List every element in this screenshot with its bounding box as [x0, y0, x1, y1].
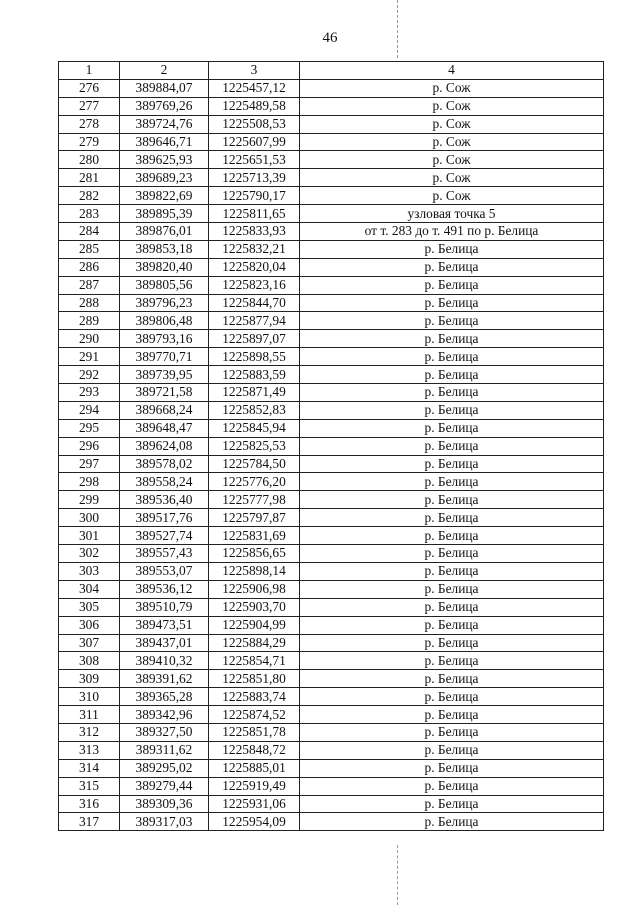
table-row: [59, 258, 604, 276]
cell-x-coordinate: 389517,76: [120, 509, 209, 527]
cell-point-number: 317: [59, 813, 120, 831]
coordinates-table: [58, 61, 604, 831]
table-body: [59, 79, 604, 830]
table-row: [59, 527, 604, 545]
cell-y-coordinate: 1225877,94: [209, 312, 300, 330]
cell-y-coordinate: 1225931,06: [209, 795, 300, 813]
cell-x-coordinate: 389876,01: [120, 223, 209, 241]
table-row: [59, 115, 604, 133]
cell-x-coordinate: 389317,03: [120, 813, 209, 831]
cell-description: р. Сож: [300, 97, 604, 115]
cell-point-number: 312: [59, 723, 120, 741]
cell-point-number: 306: [59, 616, 120, 634]
cell-y-coordinate: 1225856,65: [209, 545, 300, 563]
cell-x-coordinate: 389578,02: [120, 455, 209, 473]
table-row: [59, 562, 604, 580]
column-header-y: 3: [209, 62, 300, 80]
table-row: [59, 294, 604, 312]
cell-y-coordinate: 1225832,21: [209, 240, 300, 258]
cell-description: р. Сож: [300, 79, 604, 97]
cell-x-coordinate: 389853,18: [120, 240, 209, 258]
cell-x-coordinate: 389884,07: [120, 79, 209, 97]
cell-x-coordinate: 389739,95: [120, 366, 209, 384]
cell-y-coordinate: 1225851,78: [209, 723, 300, 741]
cell-y-coordinate: 1225904,99: [209, 616, 300, 634]
cell-point-number: 299: [59, 491, 120, 509]
cell-y-coordinate: 1225903,70: [209, 598, 300, 616]
cell-point-number: 308: [59, 652, 120, 670]
cell-description: р. Белица: [300, 562, 604, 580]
cell-x-coordinate: 389648,47: [120, 419, 209, 437]
cell-x-coordinate: 389822,69: [120, 187, 209, 205]
cell-y-coordinate: 1225848,72: [209, 741, 300, 759]
cell-y-coordinate: 1225831,69: [209, 527, 300, 545]
cell-description: от т. 283 до т. 491 по р. Белица: [300, 223, 604, 241]
cell-x-coordinate: 389721,58: [120, 384, 209, 402]
cell-y-coordinate: 1225883,74: [209, 688, 300, 706]
table-row: [59, 437, 604, 455]
cell-description: р. Сож: [300, 169, 604, 187]
cell-point-number: 296: [59, 437, 120, 455]
cell-y-coordinate: 1225820,04: [209, 258, 300, 276]
cell-y-coordinate: 1225885,01: [209, 759, 300, 777]
cell-x-coordinate: 389279,44: [120, 777, 209, 795]
cell-y-coordinate: 1225883,59: [209, 366, 300, 384]
cell-y-coordinate: 1225898,55: [209, 348, 300, 366]
table-row: [59, 688, 604, 706]
cell-point-number: 298: [59, 473, 120, 491]
cell-point-number: 282: [59, 187, 120, 205]
table-row: [59, 401, 604, 419]
column-header-number: 1: [59, 62, 120, 80]
cell-point-number: 304: [59, 580, 120, 598]
cell-y-coordinate: 1225811,65: [209, 205, 300, 223]
cell-point-number: 297: [59, 455, 120, 473]
fold-line-bottom: [397, 845, 398, 905]
cell-x-coordinate: 389625,93: [120, 151, 209, 169]
cell-x-coordinate: 389553,07: [120, 562, 209, 580]
table-row: [59, 491, 604, 509]
table-row: [59, 777, 604, 795]
cell-description: р. Белица: [300, 598, 604, 616]
cell-y-coordinate: 1225797,87: [209, 509, 300, 527]
cell-description: р. Белица: [300, 616, 604, 634]
cell-description: р. Белица: [300, 545, 604, 563]
cell-y-coordinate: 1225713,39: [209, 169, 300, 187]
table-row: [59, 151, 604, 169]
cell-point-number: 278: [59, 115, 120, 133]
table-row: [59, 223, 604, 241]
column-header-description: 4: [300, 62, 604, 80]
cell-x-coordinate: 389311,62: [120, 741, 209, 759]
table-row: [59, 348, 604, 366]
cell-x-coordinate: 389724,76: [120, 115, 209, 133]
cell-y-coordinate: 1225825,53: [209, 437, 300, 455]
cell-point-number: 303: [59, 562, 120, 580]
cell-description: р. Белица: [300, 294, 604, 312]
cell-y-coordinate: 1225871,49: [209, 384, 300, 402]
cell-description: р. Белица: [300, 580, 604, 598]
cell-y-coordinate: 1225852,83: [209, 401, 300, 419]
cell-description: р. Белица: [300, 384, 604, 402]
cell-x-coordinate: 389410,32: [120, 652, 209, 670]
table-row: [59, 545, 604, 563]
cell-y-coordinate: 1225776,20: [209, 473, 300, 491]
cell-description: р. Белица: [300, 330, 604, 348]
cell-y-coordinate: 1225854,71: [209, 652, 300, 670]
cell-point-number: 277: [59, 97, 120, 115]
cell-point-number: 288: [59, 294, 120, 312]
cell-point-number: 283: [59, 205, 120, 223]
cell-y-coordinate: 1225457,12: [209, 79, 300, 97]
cell-x-coordinate: 389473,51: [120, 616, 209, 634]
cell-x-coordinate: 389536,40: [120, 491, 209, 509]
cell-point-number: 305: [59, 598, 120, 616]
cell-description: р. Белица: [300, 688, 604, 706]
cell-x-coordinate: 389510,79: [120, 598, 209, 616]
cell-y-coordinate: 1225845,94: [209, 419, 300, 437]
cell-point-number: 281: [59, 169, 120, 187]
cell-x-coordinate: 389536,12: [120, 580, 209, 598]
cell-x-coordinate: 389895,39: [120, 205, 209, 223]
fold-line-top: [397, 0, 398, 58]
cell-x-coordinate: 389342,96: [120, 706, 209, 724]
cell-x-coordinate: 389769,26: [120, 97, 209, 115]
cell-description: р. Белица: [300, 795, 604, 813]
cell-point-number: 293: [59, 384, 120, 402]
cell-x-coordinate: 389689,23: [120, 169, 209, 187]
cell-description: р. Белица: [300, 634, 604, 652]
table-row: [59, 473, 604, 491]
table-row: [59, 187, 604, 205]
cell-description: р. Белица: [300, 723, 604, 741]
cell-point-number: 307: [59, 634, 120, 652]
cell-point-number: 290: [59, 330, 120, 348]
table-row: [59, 616, 604, 634]
cell-x-coordinate: 389796,23: [120, 294, 209, 312]
cell-x-coordinate: 389295,02: [120, 759, 209, 777]
cell-point-number: 295: [59, 419, 120, 437]
table-row: [59, 795, 604, 813]
cell-description: р. Белица: [300, 777, 604, 795]
cell-point-number: 310: [59, 688, 120, 706]
cell-point-number: 279: [59, 133, 120, 151]
table-row: [59, 79, 604, 97]
cell-point-number: 314: [59, 759, 120, 777]
table-row: [59, 723, 604, 741]
table-header-row: [59, 62, 604, 80]
cell-y-coordinate: 1225898,14: [209, 562, 300, 580]
cell-description: р. Белица: [300, 527, 604, 545]
cell-description: р. Белица: [300, 741, 604, 759]
cell-y-coordinate: 1225607,99: [209, 133, 300, 151]
cell-x-coordinate: 389805,56: [120, 276, 209, 294]
cell-x-coordinate: 389365,28: [120, 688, 209, 706]
cell-description: р. Белица: [300, 455, 604, 473]
table-row: [59, 97, 604, 115]
cell-x-coordinate: 389770,71: [120, 348, 209, 366]
cell-point-number: 284: [59, 223, 120, 241]
cell-point-number: 291: [59, 348, 120, 366]
table-row: [59, 634, 604, 652]
cell-y-coordinate: 1225833,93: [209, 223, 300, 241]
cell-y-coordinate: 1225906,98: [209, 580, 300, 598]
cell-x-coordinate: 389558,24: [120, 473, 209, 491]
table-row: [59, 598, 604, 616]
column-header-x: 2: [120, 62, 209, 80]
cell-description: р. Белица: [300, 276, 604, 294]
cell-point-number: 286: [59, 258, 120, 276]
table-row: [59, 419, 604, 437]
cell-description: р. Белица: [300, 401, 604, 419]
cell-y-coordinate: 1225884,29: [209, 634, 300, 652]
table-row: [59, 276, 604, 294]
cell-description: р. Белица: [300, 312, 604, 330]
cell-x-coordinate: 389309,36: [120, 795, 209, 813]
table-row: [59, 366, 604, 384]
table-row: [59, 384, 604, 402]
cell-description: р. Сож: [300, 187, 604, 205]
cell-description: р. Белица: [300, 491, 604, 509]
cell-point-number: 301: [59, 527, 120, 545]
cell-description: р. Белица: [300, 509, 604, 527]
cell-description: р. Белица: [300, 473, 604, 491]
table-row: [59, 509, 604, 527]
cell-x-coordinate: 389527,74: [120, 527, 209, 545]
cell-point-number: 309: [59, 670, 120, 688]
cell-point-number: 294: [59, 401, 120, 419]
cell-description: р. Белица: [300, 240, 604, 258]
cell-y-coordinate: 1225954,09: [209, 813, 300, 831]
cell-y-coordinate: 1225489,58: [209, 97, 300, 115]
page-number: 46: [322, 30, 338, 46]
cell-y-coordinate: 1225508,53: [209, 115, 300, 133]
cell-description: р. Сож: [300, 133, 604, 151]
cell-description: р. Сож: [300, 151, 604, 169]
cell-y-coordinate: 1225790,17: [209, 187, 300, 205]
cell-y-coordinate: 1225919,49: [209, 777, 300, 795]
table-row: [59, 169, 604, 187]
cell-description: р. Белица: [300, 348, 604, 366]
cell-x-coordinate: 389820,40: [120, 258, 209, 276]
table-row: [59, 240, 604, 258]
cell-point-number: 302: [59, 545, 120, 563]
cell-x-coordinate: 389646,71: [120, 133, 209, 151]
cell-point-number: 276: [59, 79, 120, 97]
cell-description: узловая точка 5: [300, 205, 604, 223]
cell-description: р. Белица: [300, 366, 604, 384]
table-row: [59, 706, 604, 724]
cell-y-coordinate: 1225823,16: [209, 276, 300, 294]
cell-point-number: 285: [59, 240, 120, 258]
cell-description: р. Белица: [300, 813, 604, 831]
table-row: [59, 205, 604, 223]
cell-x-coordinate: 389557,43: [120, 545, 209, 563]
cell-description: р. Белица: [300, 258, 604, 276]
table-row: [59, 813, 604, 831]
cell-point-number: 313: [59, 741, 120, 759]
table-row: [59, 330, 604, 348]
cell-x-coordinate: 389793,16: [120, 330, 209, 348]
table-row: [59, 133, 604, 151]
cell-point-number: 289: [59, 312, 120, 330]
cell-x-coordinate: 389437,01: [120, 634, 209, 652]
cell-description: р. Сож: [300, 115, 604, 133]
table-row: [59, 759, 604, 777]
cell-point-number: 316: [59, 795, 120, 813]
cell-x-coordinate: 389624,08: [120, 437, 209, 455]
cell-x-coordinate: 389668,24: [120, 401, 209, 419]
table-row: [59, 652, 604, 670]
cell-point-number: 292: [59, 366, 120, 384]
cell-point-number: 287: [59, 276, 120, 294]
cell-x-coordinate: 389391,62: [120, 670, 209, 688]
cell-y-coordinate: 1225851,80: [209, 670, 300, 688]
table-row: [59, 312, 604, 330]
cell-point-number: 280: [59, 151, 120, 169]
cell-description: р. Белица: [300, 670, 604, 688]
table-row: [59, 741, 604, 759]
cell-y-coordinate: 1225784,50: [209, 455, 300, 473]
cell-y-coordinate: 1225874,52: [209, 706, 300, 724]
cell-x-coordinate: 389806,48: [120, 312, 209, 330]
cell-description: р. Белица: [300, 759, 604, 777]
cell-description: р. Белица: [300, 437, 604, 455]
cell-y-coordinate: 1225777,98: [209, 491, 300, 509]
cell-point-number: 311: [59, 706, 120, 724]
table-row: [59, 455, 604, 473]
cell-description: р. Белица: [300, 419, 604, 437]
cell-description: р. Белица: [300, 652, 604, 670]
cell-point-number: 315: [59, 777, 120, 795]
cell-y-coordinate: 1225897,07: [209, 330, 300, 348]
table-row: [59, 580, 604, 598]
cell-y-coordinate: 1225844,70: [209, 294, 300, 312]
cell-x-coordinate: 389327,50: [120, 723, 209, 741]
cell-y-coordinate: 1225651,53: [209, 151, 300, 169]
table-row: [59, 670, 604, 688]
cell-point-number: 300: [59, 509, 120, 527]
cell-description: р. Белица: [300, 706, 604, 724]
